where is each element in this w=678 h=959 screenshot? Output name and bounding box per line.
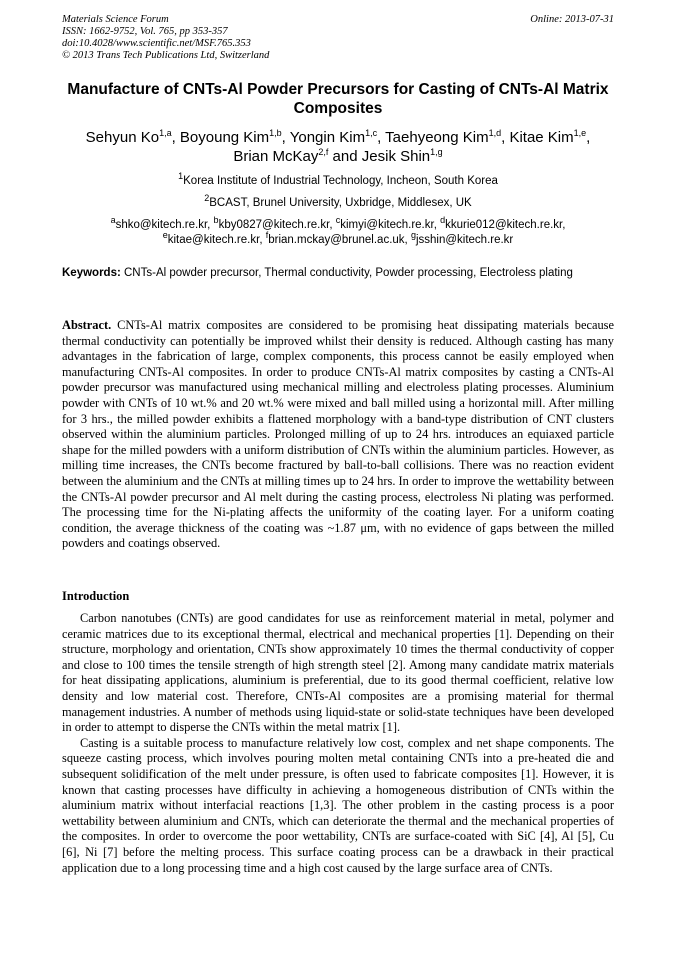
email: $^e$kitae@kitech.re.kr, — [162, 230, 266, 246]
email: $^b$kby0827@kitech.re.kr, — [213, 215, 336, 231]
author: Jesik Shin$^{1,g}$ — [361, 147, 443, 165]
introduction-body — [62, 611, 614, 876]
author-list — [62, 128, 614, 166]
journal-name: Materials Science Forum — [62, 14, 169, 25]
email: $^g$jsshin@kitech.re.kr — [410, 230, 514, 246]
online-date: Online: 2013-07-31 — [530, 14, 614, 25]
keywords — [62, 266, 614, 281]
journal-issn: ISSN: 1662-9752, Vol. 765, pp 353-357 — [62, 26, 228, 37]
email: $^f$brian.mckay@brunel.ac.uk, — [265, 230, 411, 246]
journal-doi: doi:10.4028/www.scientific.net/MSF.765.353 — [62, 38, 251, 49]
affiliation-1: $^1$Korea Institute of Industrial Technology, Incheon, South Korea — [178, 171, 498, 187]
author: Yongin Kim$^{1,c}$, — [289, 128, 386, 146]
paper-title: Manufacture of CNTs-Al Powder Precursors for Casting of CNTs-Al Matrix Composites — [67, 81, 609, 117]
keywords-text: CNTs-Al powder precursor, Thermal conductivity, Powder processing, Electroless plating — [124, 267, 573, 279]
abstract-label: Abstract. — [62, 318, 112, 332]
journal-copyright: © 2013 Trans Tech Publications Ltd, Switzerland — [62, 50, 270, 61]
paragraph: Casting is a suitable process to manufacture relatively low cost, complex and net shape components. The squeeze casting process, which involves pouring molten metal containing CNTs into a pre-heated die and subsequent solidification of the melt under pressure, is often used to fabricate composites [1]. However, it is known that casting processes have difficulty in achieving a homogeneous distribution of CNTs within the aluminium matrix without interfacial reactions [1,3]. The other problem in the casting process is a poor wettability between aluminium and CNTs, which can deteriorate the thermal and the mechanical properties of the composites. In order to overcome the poor wettability, CNTs are surface-coated with SiC [4], Al [5], Cu [6], Ni [7] before the melting process. This surface coating process can be a drawback in their practical application due to a long processing time and a high cost caused by the large surface area of CNTs. — [62, 735, 614, 875]
email: $^c$kimyi@kitech.re.kr, — [335, 215, 441, 231]
journal-header — [62, 14, 269, 62]
author: Sehyun Ko$^{1,a}$, — [85, 128, 180, 146]
email: $^a$shko@kitech.re.kr, — [110, 215, 214, 231]
email: $^d$kkurie012@kitech.re.kr, — [440, 215, 566, 231]
section-heading-introduction: Introduction — [62, 589, 130, 603]
author: Brian McKay$^{2,f}$ and — [233, 147, 362, 165]
affiliation-2: $^2$BCAST, Brunel University, Uxbridge, Middlesex, UK — [204, 193, 472, 209]
author: Kitae Kim$^{1,e}$, — [509, 128, 591, 146]
abstract-text: CNTs-Al matrix composites are considered to be promising heat dissipating materials because thermal conductivity can potentially be improved whilst their density is reduced. Although casting has many advantages in the fabrication of large, complex components, this process cannot be easily employed when manufacturing CNTs-Al composites. In order to produce CNTs-Al matrix composites by casting a CNTs-Al powder precursor was manufactured using mechanical milling and electroless plating processes. Aluminium powder with CNTs of 10 wt.% and 20 wt.% were mixed and ball milled using a horizontal mill. After milling for 3 hrs., the milled powder exhibits a flattened morphology with a band-type distribution of CNT clusters observed within the aluminium particles. Prolonged milling of up to 24 hrs. introduces an equiaxed particle shape for the milled powders with a uniform distribution of CNTs within the aluminium particles. However, as milling time increases, the CNTs become fractured by ball-to-ball collisions. There was no reaction evident between the aluminium and the CNTs at milling times up to 24 hrs. In order to improve the wettability between the CNTs-Al powder precursor and Al melt during the casting process, electroless Ni plating was performed. The processing time for the Ni-plating affects the uniformity of the coating layer. For a uniform coating condition, the average thickness of the coating was ~1.87 μm, with no evidence of gaps between the milled powders and coatings observed. — [62, 318, 614, 551]
author: Boyoung Kim$^{1,b}$, — [179, 128, 290, 146]
author: Taehyeong Kim$^{1,d}$, — [385, 128, 510, 146]
keywords-label: Keywords: — [62, 267, 121, 279]
paragraph: Carbon nanotubes (CNTs) are good candidates for use as reinforcement material in metal, polymer and ceramic matrices due to its exceptional thermal, electrical and mechanical properties [1]. Depending on their structure, morphology and orientation, CNTs show approximately 10 times the thermal conductivity of copper and close to 100 times the tensile strength of high strength steel [2]. Among many candidate matrix materials for heat dissipating applications, aluminium is preferential, due to its good thermal coefficient, relative low density and low material cost. Therefore, CNTs-Al composites are a promising material for thermal management industries. A number of methods using liquid-state or solid-state techniques have been developed in order to attempt to disperse the CNTs within the metal matrix [1]. — [62, 611, 614, 735]
email-list — [62, 215, 614, 248]
abstract — [62, 318, 614, 552]
